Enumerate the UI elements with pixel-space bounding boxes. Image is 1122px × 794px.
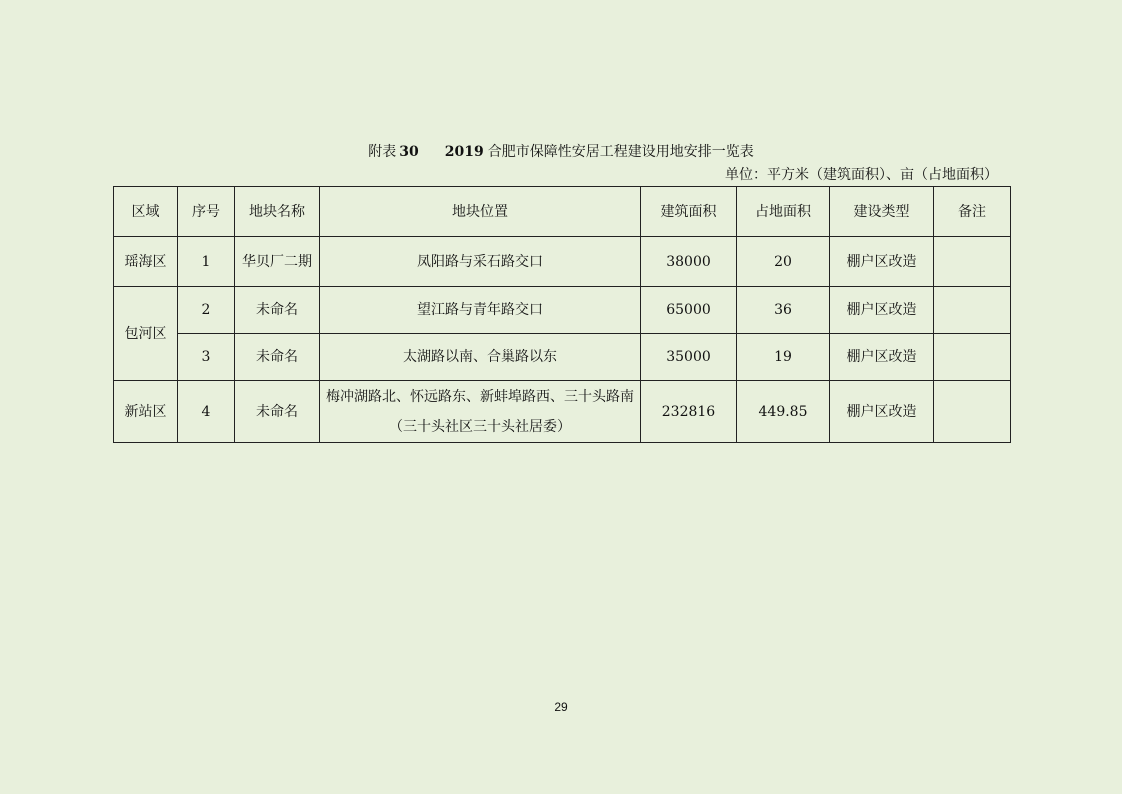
cell-name: 华贝厂二期 (235, 237, 320, 287)
cell-type: 棚户区改造 (830, 287, 934, 334)
cell-note (934, 381, 1011, 443)
table-row (114, 237, 1011, 287)
cell-type: 棚户区改造 (830, 334, 934, 381)
cell-name: 未命名 (235, 381, 320, 443)
cell-district: 瑶海区 (114, 237, 178, 287)
cell-district: 包河区 (114, 287, 178, 381)
land-arrangement-table (113, 186, 1011, 443)
title-prefix: 附表 (368, 144, 397, 160)
table-header-row (114, 187, 1011, 237)
table-row (114, 381, 1011, 443)
page-number: 29 (554, 700, 568, 714)
unit-note: 单位：平方米（建筑面积）、亩（占地面积） (725, 167, 998, 183)
cell-index: 2 (178, 287, 235, 334)
cell-name: 未命名 (235, 334, 320, 381)
header-note: 备注 (934, 187, 1011, 237)
cell-location-line1: 梅冲湖路北、怀远路东、新蚌埠路西、三十头路南 (326, 388, 634, 405)
table-row (114, 287, 1011, 334)
cell-note (934, 287, 1011, 334)
header-land-area: 占地面积 (737, 187, 830, 237)
cell-type: 棚户区改造 (830, 381, 934, 443)
cell-land-area: 19 (737, 334, 830, 381)
cell-location: 太湖路以南、合巢路以东 (320, 334, 641, 381)
table-title (0, 142, 1122, 162)
header-location: 地块位置 (320, 187, 641, 237)
cell-building-area: 232816 (641, 381, 737, 443)
cell-land-area: 36 (737, 287, 830, 334)
table-row (114, 334, 1011, 381)
cell-index: 3 (178, 334, 235, 381)
cell-location: 望江路与青年路交口 (320, 287, 641, 334)
cell-name: 未命名 (235, 287, 320, 334)
cell-type: 棚户区改造 (830, 237, 934, 287)
title-number: 30 (399, 144, 419, 160)
header-district: 区域 (114, 187, 178, 237)
cell-note (934, 237, 1011, 287)
cell-index: 4 (178, 381, 235, 443)
header-name: 地块名称 (235, 187, 320, 237)
cell-note (934, 334, 1011, 381)
header-index: 序号 (178, 187, 235, 237)
cell-location (320, 381, 641, 443)
cell-index: 1 (178, 237, 235, 287)
cell-land-area: 20 (737, 237, 830, 287)
title-text: 合肥市保障性安居工程建设用地安排一览表 (487, 144, 754, 160)
title-year: 2019 (444, 144, 484, 160)
header-building-area: 建筑面积 (641, 187, 737, 237)
cell-building-area: 35000 (641, 334, 737, 381)
cell-land-area: 449.85 (737, 381, 830, 443)
cell-location: 凤阳路与采石路交口 (320, 237, 641, 287)
cell-district: 新站区 (114, 381, 178, 443)
cell-building-area: 38000 (641, 237, 737, 287)
cell-location-line2: （三十头社区三十头社居委） (389, 418, 571, 435)
cell-building-area: 65000 (641, 287, 737, 334)
header-type: 建设类型 (830, 187, 934, 237)
